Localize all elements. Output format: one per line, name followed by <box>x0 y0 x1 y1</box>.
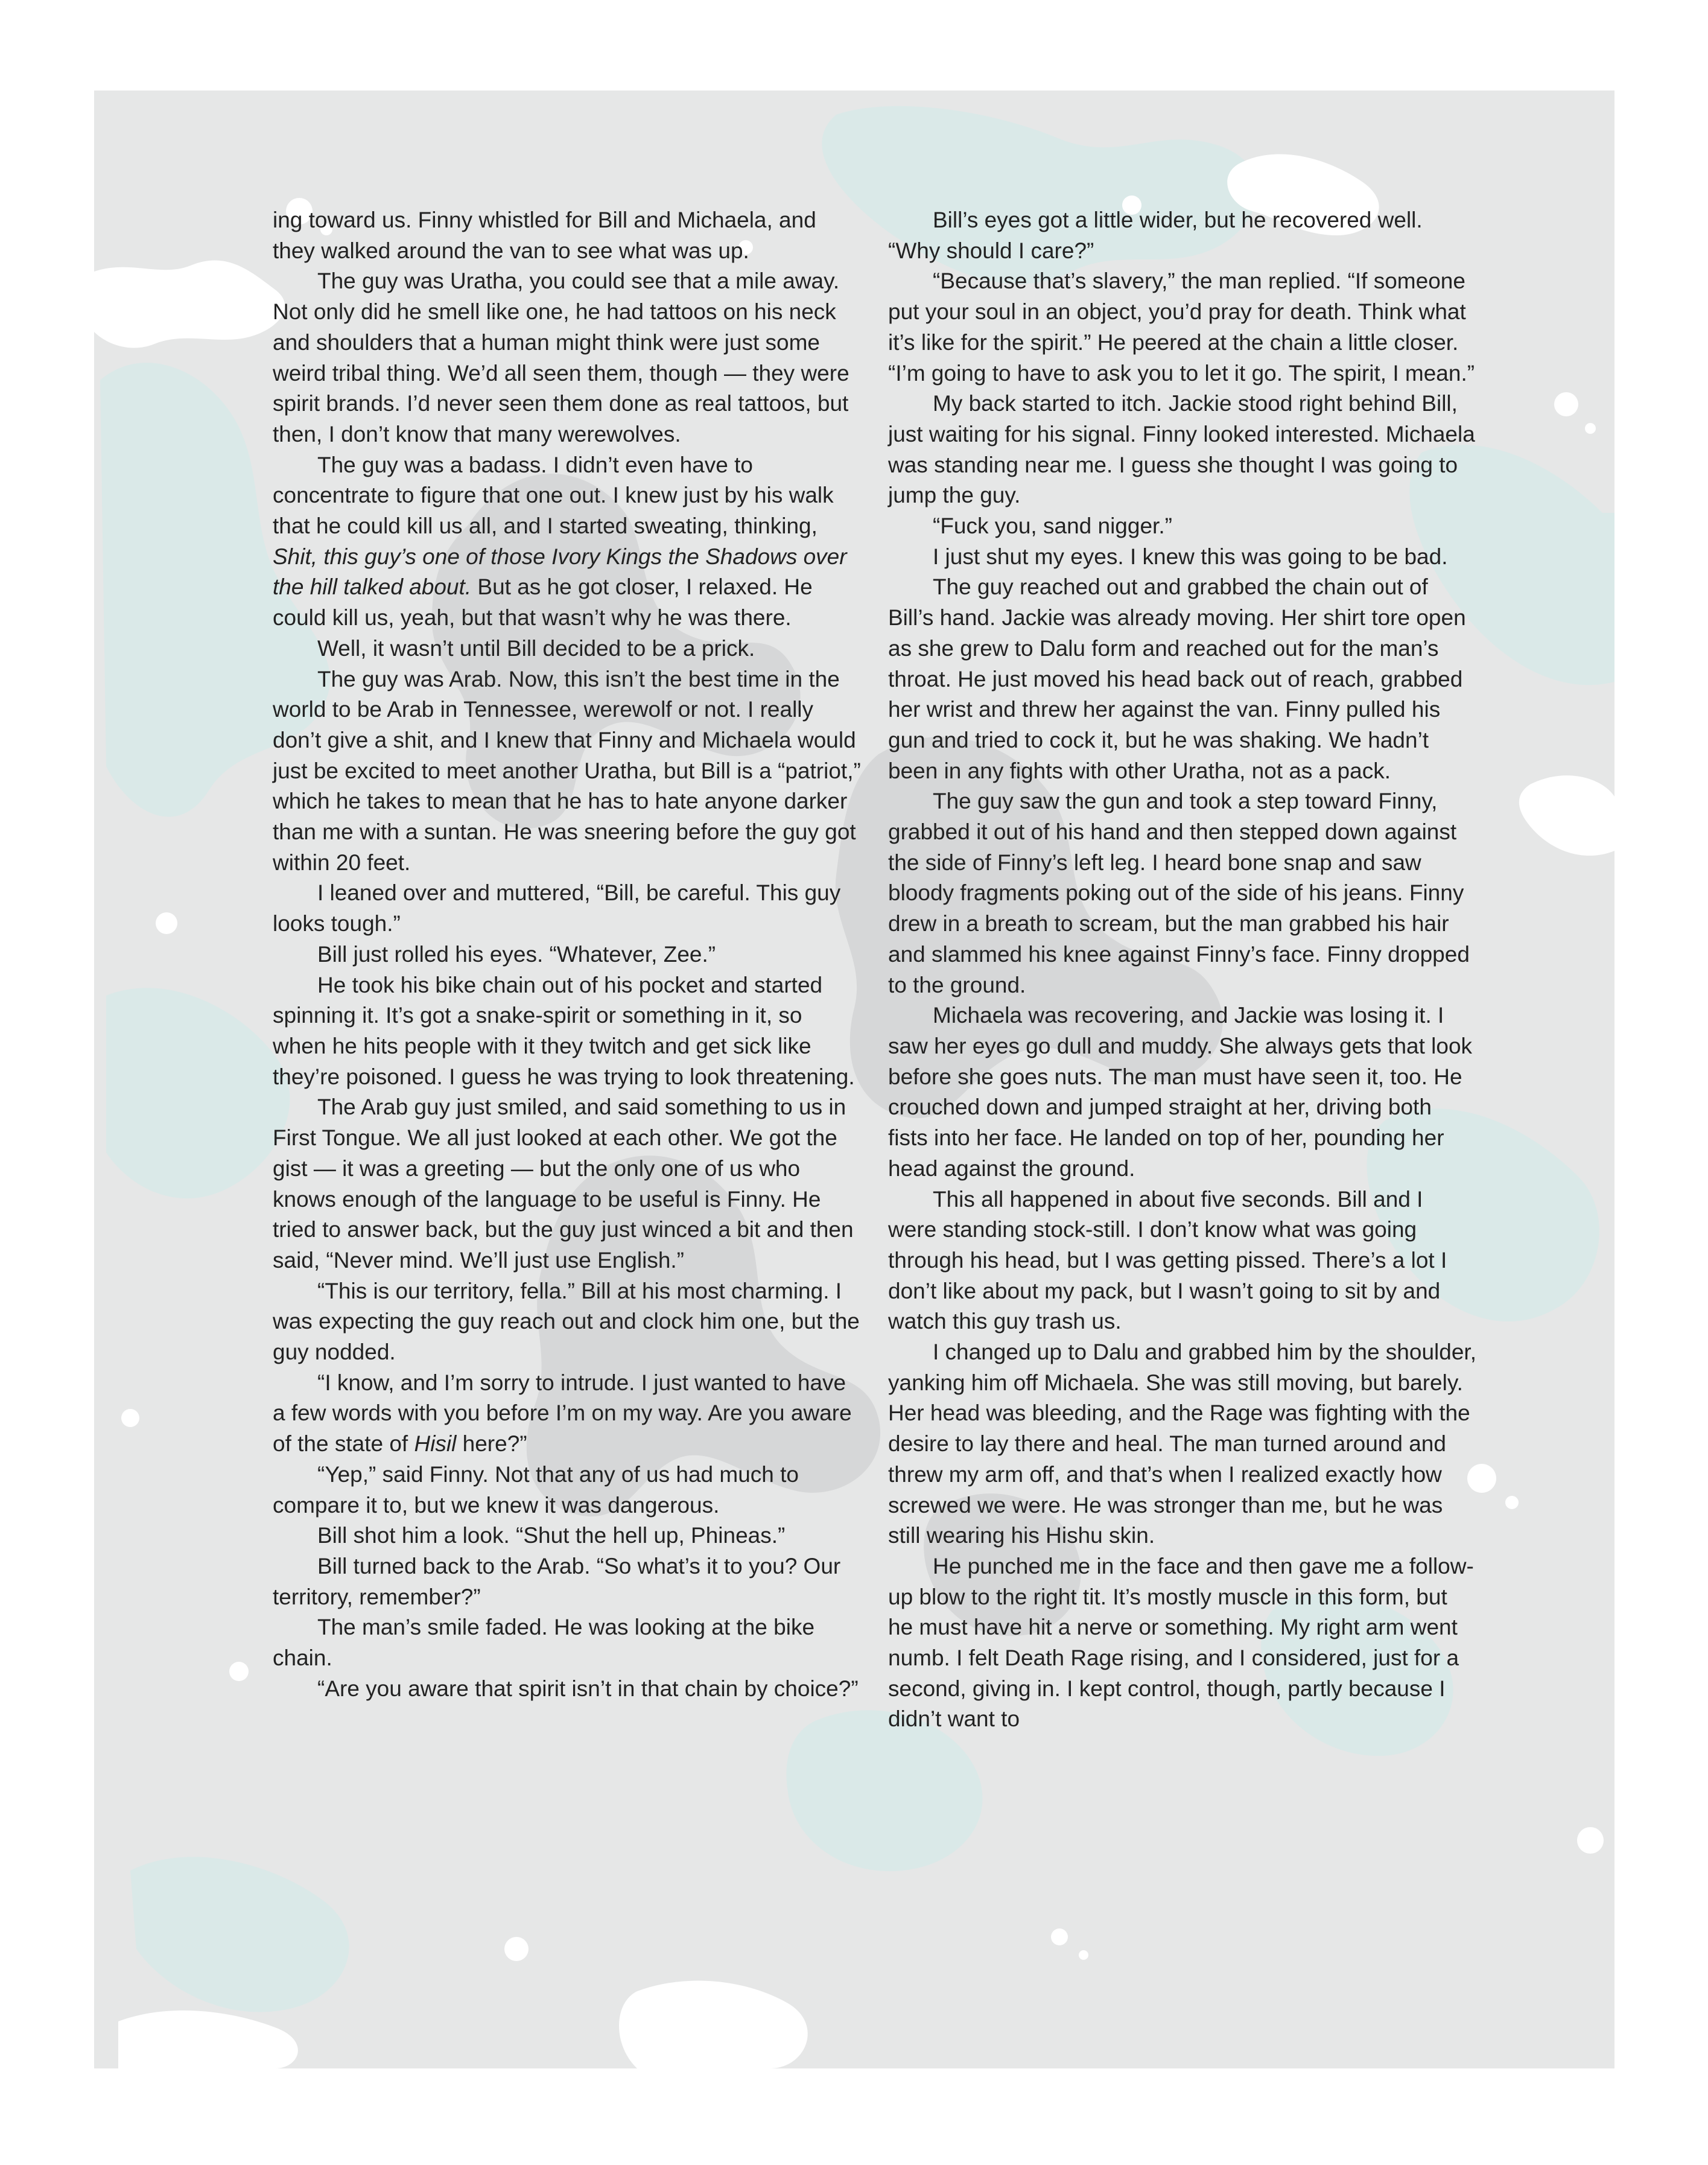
paragraph: “Yep,” said Finny. Not that any of us had much to compare it to, but we knew it was dangerous. <box>273 1461 799 1518</box>
paragraph: I just shut my eyes. I knew this was going to be bad. <box>933 544 1448 569</box>
paragraph: I leaned over and muttered, “Bill, be careful. This guy looks tough.” <box>273 880 841 936</box>
paragraph: He punched me in the face and then gave me a follow-up blow to the right tit. It’s mostly muscle in this form, but he must have hit a nerve or something. My right arm went numb. I felt Death Rage rising, and I considered, just for a second, giving in. I kept control, though, partly because I didn’t want to <box>888 1553 1474 1732</box>
paragraph: The Arab guy just smiled, and said something to us in First Tongue. We all just looked at each other. We got the gist — it was a greeting — but the only one of us who knows enough of the language to be useful is Finny. He tried to answer back, but the guy just winced a bit and then said, “Never mind. We’ll just use English.” <box>273 1095 854 1273</box>
paragraph: The guy reached out and grabbed the chain out of Bill’s hand. Jackie was already moving. Her shirt tore open as she grew to Dalu form and reached out for the man’s throat. He just moved his head back out of reach, grabbed her wrist and threw her against the van. Finny pulled his gun and tried to cock it, but he was shaking. We hadn’t been in any fights with other Uratha, not as a pack. <box>888 574 1466 783</box>
paragraph: This all happened in about five seconds. Bill and I were standing stock-still. I don’t know what was going through his head, but I was getting pissed. There’s a lot I don’t like about my pack, but I wasn’t going to sit by and watch this guy trash us. <box>888 1186 1447 1334</box>
paragraph: “Are you aware that spirit isn’t in that chain by choice?” <box>317 1676 859 1701</box>
paragraph: “Because that’s slavery,” the man replied. “If someone put your soul in an object, you’d pray for death. Think what it’s like for the spirit.” He peered at the chain a little closer. “I’m going to have to ask you to let it go. The spirit, I mean.” <box>888 269 1475 386</box>
paragraph: ing toward us. Finny whistled for Bill and Michaela, and they walked around the van to see what was up. <box>273 208 816 263</box>
paragraph: “Fuck you, sand nigger.” <box>933 513 1172 539</box>
paragraph-text: But as he got closer, I relaxed. He could kill us, yeah, but that wasn’t why he was there. <box>273 574 813 631</box>
paragraph <box>273 1368 861 1460</box>
italic-term: Hisil <box>414 1431 457 1457</box>
left-text-column <box>273 205 861 1704</box>
paragraph: My back started to itch. Jackie stood right behind Bill, just waiting for his signal. Finny looked interested. Michaela was standing near me. I guess she thought I was going to jump the guy. <box>888 391 1475 508</box>
italic-thought: Shit, this guy’s one of those Ivory Kings the Shadows over the hill talked about. <box>273 544 847 600</box>
right-text-column <box>888 205 1476 1735</box>
paragraph: Michaela was recovering, and Jackie was losing it. I saw her eyes go dull and muddy. She always gets that look before she goes nuts. The man must have seen it, too. He crouched down and jumped straight at her, driving both fists into her face. He landed on top of her, pounding her head against the ground. <box>888 1003 1473 1181</box>
paragraph: Bill’s eyes got a little wider, but he recovered well. “Why should I care?” <box>888 208 1423 263</box>
paragraph: The man’s smile faded. He was looking at the bike chain. <box>273 1615 815 1671</box>
paragraph: Well, it wasn’t until Bill decided to be a prick. <box>317 635 755 661</box>
paragraph: Bill just rolled his eyes. “Whatever, Zee.” <box>317 941 716 967</box>
paragraph <box>273 450 861 634</box>
paragraph: He took his bike chain out of his pocket and started spinning it. It’s got a snake-spirit or something in it, so when he hits people with it they twitch and get sick like they’re poisoned. I guess he was trying to look threatening. <box>273 972 855 1089</box>
paragraph: “This is our territory, fella.” Bill at his most charming. I was expecting the guy reach out and clock him one, but the guy nodded. <box>273 1278 860 1365</box>
paragraph: Bill shot him a look. “Shut the hell up, Phineas.” <box>317 1523 786 1548</box>
paragraph-text: here?” <box>456 1431 527 1457</box>
paragraph: The guy saw the gun and took a step toward Finny, grabbed it out of his hand and then stepped down against the side of Finny’s left leg. I heard bone snap and saw bloody fragments poking out of the side of his jeans. Finny drew in a breath to scream, but the man grabbed his hair and slammed his knee against Finny’s face. Finny dropped to the ground. <box>888 789 1470 997</box>
paragraph-text: The guy was a badass. I didn’t even have to concentrate to figure that one out. I knew just by his walk that he could kill us all, and I started sweating, thinking, <box>273 452 834 539</box>
paragraph: The guy was Uratha, you could see that a mile away. Not only did he smell like one, he had tattoos on his neck and shoulders that a human might think were just some weird tribal thing. We’d all seen them, though — they were spirit brands. I’d never seen them done as real tattoos, but then, I don’t know that many werewolves. <box>273 269 849 447</box>
paragraph-text: “I know, and I’m sorry to intrude. I just wanted to have a few words with you before I’m on my way. Are you aware of the state of <box>273 1370 852 1457</box>
paragraph: The guy was Arab. Now, this isn’t the best time in the world to be Arab in Tennessee, werewolf or not. I really don’t give a shit, and I knew that Finny and Michaela would just be excited to meet another Uratha, but Bill is a “patriot,” which he takes to mean that he has to hate anyone darker than me with a suntan. He was sneering before the guy got within 20 feet. <box>273 666 861 875</box>
paragraph: I changed up to Dalu and grabbed him by the shoulder, yanking him off Michaela. She was still moving, but barely. Her head was bleeding, and the Rage was fighting with the desire to lay there and heal. The man turned around and threw my arm off, and that’s when I realized exactly how screwed we were. He was stronger than me, but he was still wearing his Hishu skin. <box>888 1340 1476 1548</box>
paragraph: Bill turned back to the Arab. “So what’s it to you? Our territory, remember?” <box>273 1553 841 1609</box>
